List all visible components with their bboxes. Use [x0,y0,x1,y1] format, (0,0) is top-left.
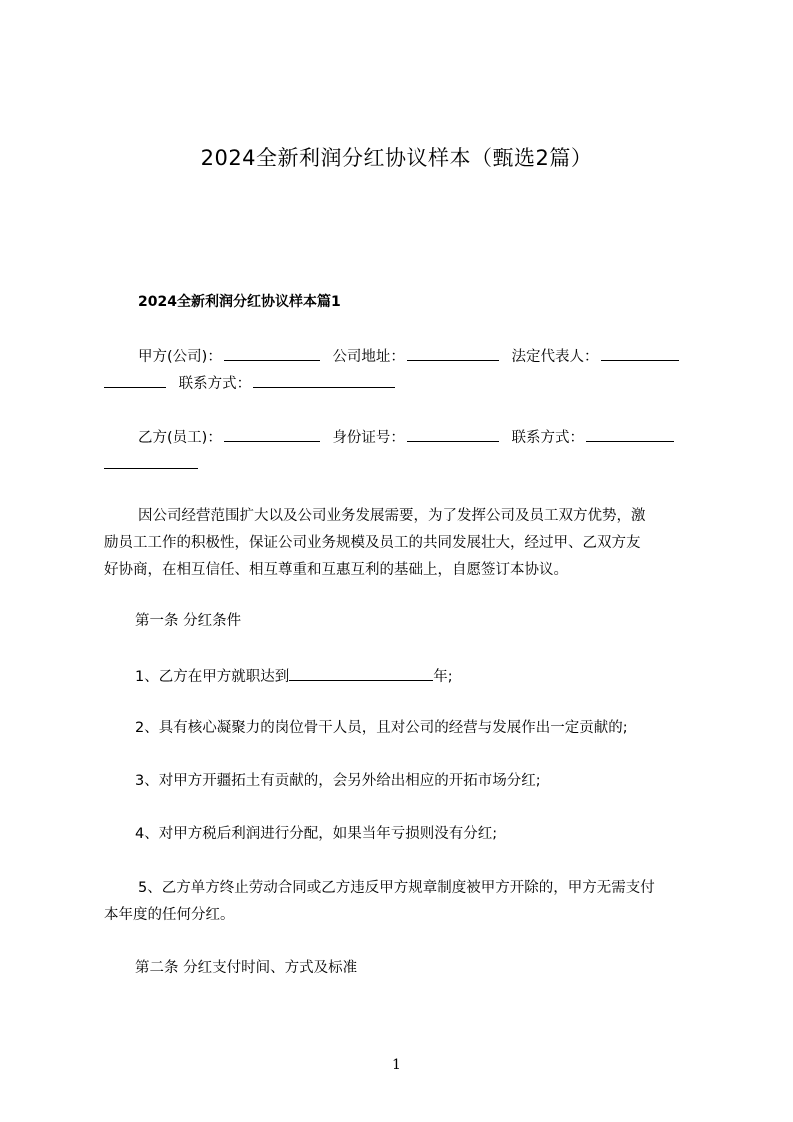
article-1-item-1 [135,665,453,687]
article-1-item-3: 3、对甲方开疆拓土有贡献的，会另外给出相应的开拓市场分红; [135,773,541,789]
article-1-item-2: 2、具有核心凝聚力的岗位骨干人员，且对公司的经营与发展作出一定贡献的; [135,720,628,736]
legal-rep-blank [601,345,679,361]
intro-line-3: 好协商，在相互信任、相互尊重和互惠互利的基础上，自愿签订本协议。 [104,562,568,578]
party-b-contact-blank-cont [104,453,198,469]
party-a-contact-blank [253,372,395,388]
party-b-line-2 [104,453,200,475]
party-a-contact-label: 联系方式： [178,376,252,392]
page-number: 1 [392,1057,401,1073]
article-1-title: 第一条 分红条件 [135,613,242,629]
party-a-label: 甲方(公司)： [138,349,222,365]
id-number-label: 身份证号： [332,430,405,446]
legal-rep-blank-cont [104,372,166,388]
section-heading: 2024全新利润分红协议样本篇1 [138,294,341,310]
party-a-line-2 [104,372,397,394]
legal-rep-label: 法定代表人： [511,349,599,365]
party-a-line-1 [138,345,681,367]
party-b-line-1 [138,426,676,448]
party-a-name-blank [224,345,320,361]
intro-line-2: 励员工工作的积极性，保证公司业务规模及员工的共同发展壮大，经过甲、乙双方友 [104,535,641,551]
party-b-label: 乙方(员工)： [138,430,222,446]
id-number-blank [407,426,499,442]
company-address-blank [407,345,499,361]
document-title: 2024全新利润分红协议样本（甄选2篇） [200,146,593,170]
article-1-item-5-line-1: 5、乙方单方终止劳动合同或乙方违反甲方规章制度被甲方开除的，甲方无需支付 [138,880,655,896]
company-address-label: 公司地址： [332,349,405,365]
item-1-prefix: 1、乙方在甲方就职达到 [135,669,290,685]
item-1-suffix: 年; [433,669,453,685]
article-2-title: 第二条 分红支付时间、方式及标准 [135,960,358,976]
intro-line-1: 因公司经营范围扩大以及公司业务发展需要，为了发挥公司及员工双方优势，激 [138,508,646,524]
party-b-name-blank [224,426,320,442]
article-1-item-4: 4、对甲方税后利润进行分配，如果当年亏损则没有分红; [135,826,498,842]
years-blank [289,665,433,681]
party-b-contact-label: 联系方式： [511,430,585,446]
party-b-contact-blank [586,426,674,442]
article-1-item-5-line-2: 本年度的任何分红。 [104,907,235,923]
